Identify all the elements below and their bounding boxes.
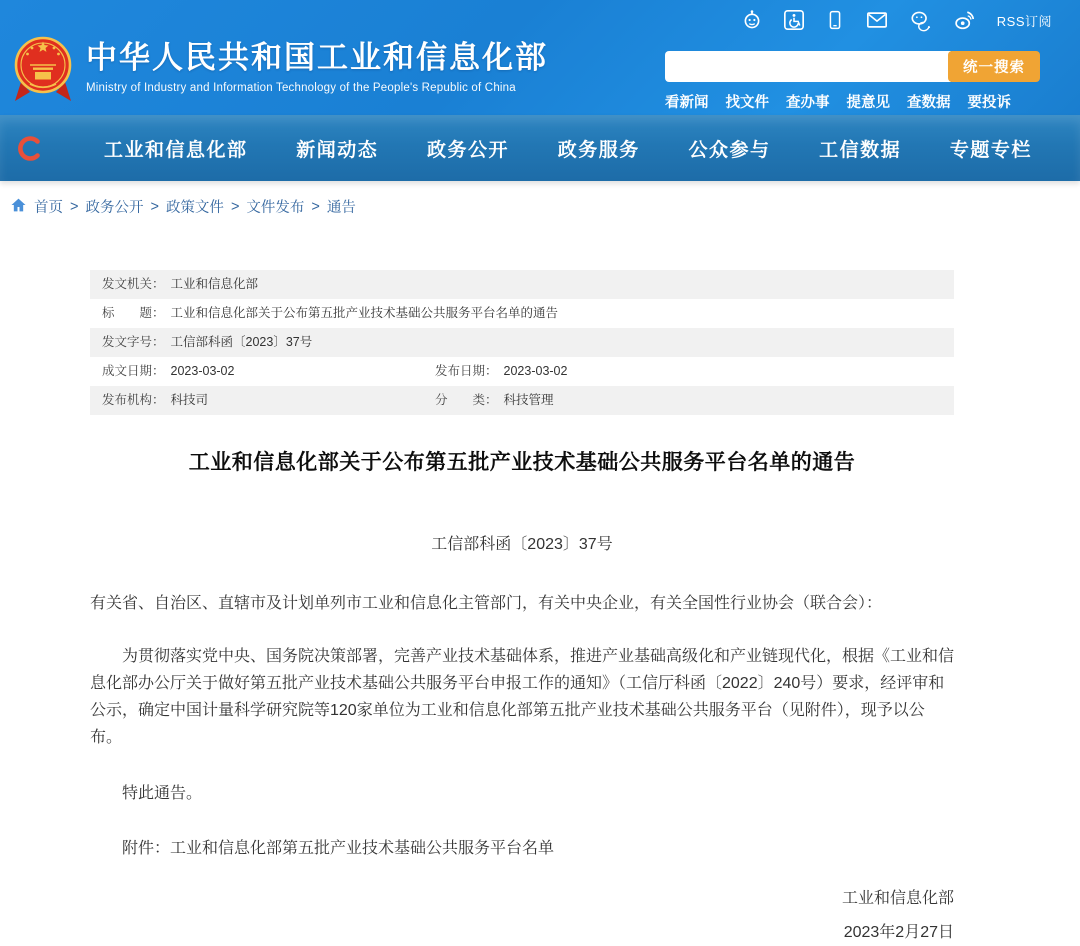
- site-logo-c-icon: [16, 135, 46, 162]
- breadcrumb: [0, 181, 1080, 217]
- meta-value: 2023-03-02: [170, 364, 235, 378]
- search-input[interactable]: [665, 51, 951, 82]
- meta-value: 科技管理: [503, 393, 554, 407]
- meta-row-title: [90, 299, 954, 328]
- meta-row-doc-number: [90, 328, 954, 357]
- meta-label: 成文日期：: [102, 364, 165, 378]
- meta-value: 工信部科函〔2023〕37号: [170, 335, 313, 349]
- quick-link-suggestions[interactable]: 提意见: [846, 95, 890, 111]
- nav-item-public-participation[interactable]: 公众参与: [688, 139, 771, 161]
- meta-label: 发文机关：: [102, 277, 165, 291]
- breadcrumb-separator: >: [311, 198, 320, 215]
- quick-link-files[interactable]: 找文件: [725, 95, 769, 111]
- salutation-paragraph: 有关省、自治区、直辖市及计划单列市工业和信息化主管部门，有关中央企业，有关全国性行业协会（联合会）：: [90, 595, 883, 612]
- brand-text: [86, 32, 548, 94]
- nav-item-miit[interactable]: 工业和信息化部: [104, 139, 248, 161]
- nav-item-special-columns[interactable]: 专题专栏: [949, 139, 1032, 161]
- meta-value: 2023-03-02: [503, 364, 568, 378]
- mail-icon[interactable]: [865, 9, 889, 31]
- search-area: [665, 51, 1040, 112]
- meta-label: 分 类：: [435, 393, 498, 407]
- signature-date: 2023年2月27日: [843, 924, 954, 941]
- nav-item-gov-affairs[interactable]: 政务公开: [426, 139, 509, 161]
- meta-label: 发布机构：: [102, 393, 165, 407]
- closing-paragraph: 特此通告。: [122, 785, 203, 802]
- document-number: 工信部科函〔2023〕37号: [431, 536, 613, 553]
- breadcrumb-notice[interactable]: 通告: [326, 200, 356, 216]
- attachment-line[interactable]: 附件：工业和信息化部第五批产业技术基础公共服务平台名单: [122, 840, 555, 857]
- utility-bar: [741, 9, 1052, 31]
- rss-link[interactable]: RSS订阅: [996, 13, 1052, 29]
- mobile-icon[interactable]: [825, 9, 845, 31]
- breadcrumb-separator: >: [230, 198, 240, 215]
- accessibility-icon[interactable]: [783, 9, 805, 31]
- meta-col2: [435, 357, 567, 386]
- unified-search-button[interactable]: 统一搜索: [948, 51, 1040, 82]
- wechat-icon[interactable]: [909, 9, 933, 31]
- mascot-icon[interactable]: [741, 9, 763, 31]
- breadcrumb-home[interactable]: 首页: [34, 200, 63, 216]
- weibo-icon[interactable]: [953, 9, 977, 31]
- quick-link-news[interactable]: 看新闻: [665, 95, 709, 111]
- site-title: 中华人民共和国工业和信息化部: [86, 40, 548, 75]
- document-title: 工业和信息化部关于公布第五批产业技术基础公共服务平台名单的通告: [188, 451, 856, 474]
- quick-link-services[interactable]: 查办事: [786, 95, 830, 111]
- quick-links: [665, 91, 1040, 112]
- signature-block: [90, 885, 954, 946]
- breadcrumb-separator: >: [70, 198, 79, 215]
- site-brand: [12, 32, 548, 113]
- quick-link-data[interactable]: 查数据: [907, 95, 951, 111]
- meta-value: 工业和信息化部关于公布第五批产业技术基础公共服务平台名单的通告: [170, 306, 559, 320]
- national-emblem-logo: [12, 32, 74, 113]
- document-content: [90, 270, 954, 946]
- breadcrumb-separator: >: [150, 198, 159, 215]
- breadcrumb-policy-files[interactable]: 政策文件: [165, 200, 224, 216]
- home-icon[interactable]: [10, 197, 27, 217]
- document-meta-table: [90, 270, 954, 415]
- breadcrumb-gov-affairs[interactable]: 政务公开: [85, 200, 144, 216]
- quick-link-complaints[interactable]: 要投诉: [967, 95, 1011, 111]
- meta-row-dates: [90, 357, 954, 386]
- site-subtitle: Ministry of Industry and Information Technology of the People's Republic of China: [86, 82, 516, 94]
- meta-row-publisher: [90, 386, 954, 415]
- meta-row-issuing-authority: [90, 270, 954, 299]
- meta-value: 工业和信息化部: [170, 277, 259, 291]
- nav-item-news[interactable]: 新闻动态: [296, 139, 379, 161]
- signature-org: 工业和信息化部: [841, 890, 954, 907]
- nav-items: [104, 135, 1032, 162]
- site-header: [0, 0, 1080, 115]
- body-paragraph: 为贯彻落实党中央、国务院决策部署，完善产业技术基础体系，推进产业基础高级化和产业链现代化，根据《工业和信息化部办公厅关于做好第五批产业技术基础公共服务平台申报工作的通知》（工信厅科函〔2022〕240号）要求，经评审和公示，确定中国计量科学研究院等120家单位为工业和信息化部第五批产业技术基础公共服务平台（见附件），现予以公布。: [90, 648, 955, 746]
- meta-value: 科技司: [170, 393, 209, 407]
- meta-label: 标 题：: [102, 306, 165, 320]
- nav-item-gov-services[interactable]: 政务服务: [557, 139, 640, 161]
- nav-item-industry-data[interactable]: 工信数据: [819, 139, 902, 161]
- meta-label: 发布日期：: [435, 364, 498, 378]
- document-body: [90, 590, 954, 946]
- meta-col2: [435, 386, 554, 415]
- main-navbar: [0, 115, 1080, 181]
- breadcrumb-file-release[interactable]: 文件发布: [246, 200, 305, 216]
- meta-label: 发文字号：: [102, 335, 165, 349]
